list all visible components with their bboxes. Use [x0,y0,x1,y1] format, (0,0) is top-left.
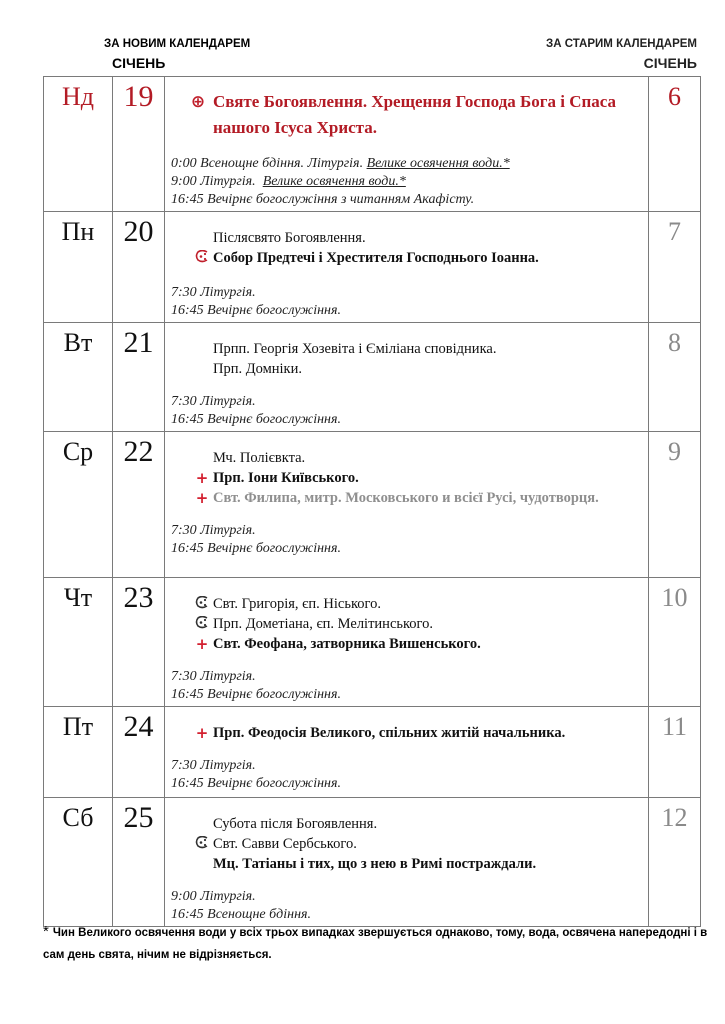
footnote [43,921,708,966]
day-of-week: Сб [44,798,113,927]
new-date: 22 [113,432,165,578]
feast-line [171,614,644,634]
red-cross-icon: + [195,724,209,742]
footnote-text: Чин Великого освячення води у всіх трьох випадках звершується однаково, тому, вода, освячена напередодні і в сам день свята, нічим не відрізняється. [43,927,708,961]
new-date: 23 [113,578,165,707]
feast-line [171,89,644,141]
feast-text: Субота після Богоявлення. [213,816,378,832]
day-of-week: Нд [44,77,113,212]
new-date: 24 [113,707,165,798]
calendar-row [44,323,701,432]
new-date: 21 [113,323,165,432]
day-content [165,707,649,798]
calendar-row [44,77,701,212]
feast-text: Святе Богоявлення. Хрещення Господа Бога і Спаса нашого Ісуса Христа. [213,92,617,137]
day-content [165,798,649,927]
feast-line [171,723,644,743]
service-line [171,155,644,173]
service-line: 16:45 Вечірнє богослужіння. [171,687,341,702]
ornament-black-icon [193,834,211,854]
new-calendar-month: СІЧЕНЬ [112,55,166,71]
service-line: 7:30 Літургія. [171,523,256,538]
feast-text: Свт. Феофана, затворника Вишенського. [213,636,481,652]
day-content [165,432,649,578]
service-line [171,173,644,191]
feast-text: Прп. Феодосія Великого, спільних житій начальника. [213,725,566,741]
old-calendar-month: СІЧЕНЬ [643,55,697,71]
feast-text: Свт. Филипа, митр. Московського и всієї Русі, чудотворця. [213,490,599,506]
service-line: 16:45 Всенощне бдіння. [171,907,312,922]
service-line: 16:45 Вечірнє богослужіння. [171,776,341,791]
feast-text: Собор Предтечі і Хрестителя Господнього Іоанна. [213,250,539,266]
ornament-black-icon [193,614,211,634]
feast-text: Прп. Іони Київського. [213,470,359,486]
feast-line [171,834,644,854]
new-date: 19 [113,77,165,212]
feast-text: Свт. Григорія, єп. Ніського. [213,596,381,612]
old-date: 7 [649,212,701,323]
calendar-row [44,707,701,798]
service-note: Велике освячення води.* [366,156,510,171]
feast-text: Післясвято Богоявлення. [213,230,366,246]
feast-line [171,854,644,874]
red-cross-icon: + [195,489,209,507]
day-content [165,323,649,432]
day-content [165,212,649,323]
old-date: 12 [649,798,701,927]
day-content [165,77,649,212]
circled-cross-icon: ⊕ [190,92,206,112]
calendar-row [44,578,701,707]
service-text: 9:00 Літургія. [171,174,263,189]
service-line: 16:45 Вечірнє богослужіння. [171,412,341,427]
service-note: Велике освячення води.* [262,174,406,189]
new-date: 20 [113,212,165,323]
service-line: 16:45 Вечірнє богослужіння. [171,303,341,318]
ornament-red-icon [193,248,211,268]
feast-line [171,448,644,468]
footnote-asterisk: * [43,923,49,940]
feast-text: Прпп. Георгія Хозевіта і Єміліана сповідника. [213,341,497,357]
feast-line [171,359,644,379]
feast-line [171,814,644,834]
old-calendar-title: ЗА СТАРИМ КАЛЕНДАРЕМ [546,38,697,50]
calendar-table [43,76,701,927]
service-line: 16:45 Вечірнє богослужіння. [171,541,341,556]
feast-line [171,634,644,654]
feast-text: Свт. Савви Сербського. [213,836,357,852]
service-line: 7:30 Літургія. [171,285,256,300]
service-text: 0:00 Всенощне бдіння. Літургія. [171,156,367,171]
day-of-week: Пт [44,707,113,798]
red-cross-icon: + [195,635,209,653]
feast-line [171,594,644,614]
day-of-week: Пн [44,212,113,323]
old-date: 10 [649,578,701,707]
service-line: 7:30 Літургія. [171,394,256,409]
feast-line [171,248,644,268]
day-of-week: Ср [44,432,113,578]
feast-text: Мц. Татіаны і тих, що з нею в Римі постраждали. [213,856,537,872]
service-line: 7:30 Літургія. [171,758,256,773]
feast-text: Мч. Полієвкта. [213,450,306,466]
day-of-week: Чт [44,578,113,707]
new-date: 25 [113,798,165,927]
old-date: 6 [649,77,701,212]
service-line: 9:00 Літургія. [171,889,256,904]
old-date: 8 [649,323,701,432]
old-date: 11 [649,707,701,798]
calendar-row [44,798,701,927]
feast-line [171,339,644,359]
calendar-row [44,432,701,578]
feast-text: Прп. Домніки. [213,361,302,377]
old-date: 9 [649,432,701,578]
feast-line [171,228,644,248]
day-content [165,578,649,707]
ornament-black-icon [193,594,211,614]
calendar-row [44,212,701,323]
feast-text: Прп. Дометіана, єп. Мелітинського. [213,616,434,632]
day-of-week: Вт [44,323,113,432]
service-line: 16:45 Вечірнє богослужіння з читанням Акафісту. [171,192,475,207]
service-line: 7:30 Літургія. [171,669,256,684]
red-cross-icon: + [195,469,209,487]
feast-line [171,488,644,508]
new-calendar-title: ЗА НОВИМ КАЛЕНДАРЕМ [104,38,251,50]
feast-line [171,468,644,488]
